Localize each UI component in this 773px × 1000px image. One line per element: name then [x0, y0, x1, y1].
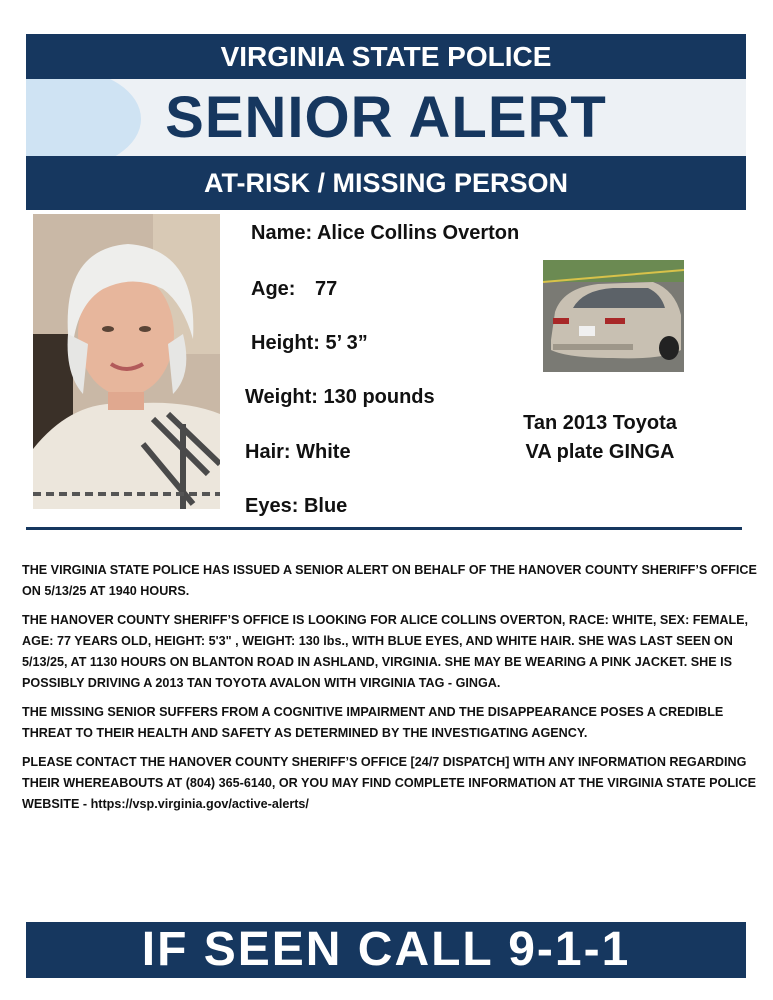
hair-value: White	[296, 441, 351, 463]
name-label: Name:	[251, 222, 313, 244]
vehicle-description: Tan 2013 Toyota	[523, 412, 677, 434]
call-911-text: IF SEEN CALL 9-1-1	[141, 923, 631, 976]
call-911-banner	[26, 922, 746, 978]
alert-paragraph-issued: THE VIRGINIA STATE POLICE HAS ISSUED A SENIOR ALERT ON BEHALF OF THE HANOVER COUNTY SHERIFF’S OFFICE ON 5/13/25 AT 1940 HOURS.	[22, 563, 757, 598]
height-label: Height:	[251, 332, 320, 354]
name-field	[251, 222, 519, 245]
eyes-field	[245, 495, 347, 518]
height-value: 5’ 3”	[325, 332, 368, 354]
alert-title: SENIOR ALERT	[165, 85, 607, 150]
eyes-label: Eyes:	[245, 495, 299, 517]
alert-paragraph-contact	[22, 752, 757, 815]
vsp-website-link[interactable]: https://vsp.virginia.gov/active-alerts/	[90, 797, 309, 811]
age-label: Age:	[251, 278, 296, 300]
alert-paragraph-threat: THE MISSING SENIOR SUFFERS FROM A COGNITIVE IMPAIRMENT AND THE DISAPPEARANCE POSES A CREDIBLE THREAT TO THEIR HEALTH AND SAFETY AS DETERMINED BY THE INVESTIGATING AGENCY.	[22, 705, 724, 740]
weight-field	[245, 386, 435, 409]
contact-text: PLEASE CONTACT THE HANOVER COUNTY SHERIFF’S OFFICE [24/7 DISPATCH] WITH ANY INFORMATION REGARDING THEIR WHEREABOUTS AT (804) 365-6140, OR YOU MAY FIND COMPLETE INFORMATION AT THE VIRGINIA STATE POLICE WEBSITE -	[22, 755, 757, 811]
agency-name: VIRGINIA STATE POLICE	[220, 41, 552, 72]
age-value: 77	[315, 278, 338, 300]
section-divider	[26, 527, 742, 530]
alert-details	[22, 560, 757, 823]
hair-field	[245, 441, 351, 464]
alert-paragraph-description: THE HANOVER COUNTY SHERIFF’S OFFICE IS LOOKING FOR ALICE COLLINS OVERTON, RACE: WHITE, SEX: FEMALE, AGE: 77 YEARS OLD, HEIGHT: 5'3" , WEIGHT: 130 lbs., WITH BLUE EYES, AND WHITE HAIR. SHE WAS LAST SEEN ON 5/13/25, AT 1130 HOURS ON BLANTON ROAD IN ASHLAND, VIRGINIA. SHE MAY BE WEARING A PINK JACKET. SHE IS POSSIBLY DRIVING A 2013 TAN TOYOTA AVALON WITH VIRGINIA TAG - GINGA.	[22, 613, 749, 690]
age-field	[251, 278, 337, 301]
missing-person-photo	[33, 214, 220, 509]
height-field	[251, 332, 368, 355]
weight-value: 130 pounds	[323, 386, 435, 408]
car-illustration	[543, 260, 684, 372]
name-value: Alice Collins Overton	[316, 222, 520, 244]
eyes-value: Blue	[303, 495, 348, 517]
subtitle-banner	[26, 156, 746, 210]
alert-title-banner	[26, 79, 746, 156]
agency-banner	[26, 34, 746, 79]
alert-subtitle: AT-RISK / MISSING PERSON	[203, 168, 569, 198]
weight-label: Weight:	[245, 386, 318, 408]
vehicle-plate: VA plate GINGA	[525, 441, 675, 463]
vehicle-photo	[543, 260, 684, 372]
person-photo-illustration	[33, 214, 220, 509]
hair-label: Hair:	[245, 441, 291, 463]
